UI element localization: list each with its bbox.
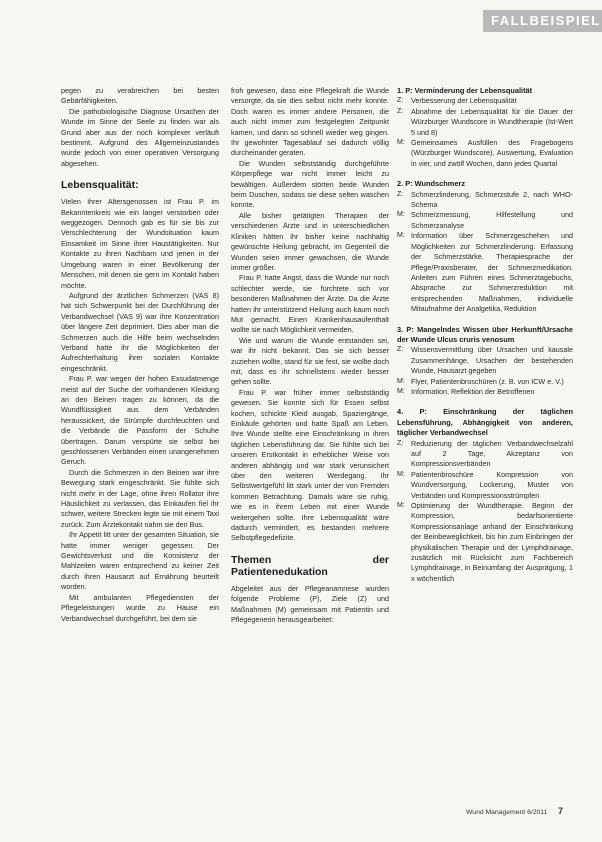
item-text: Information über Schmerzgeschehen und Möglichkeiten zur Schmerzlinderung. Erfassung der Schmerzstärke. Therapiesprache der Pflege/Praxisberater, der Schmerzmedikation. Anleiten zum Führen eines Schmerztagebuchs, Absprache zur Schmerzreduktion mit entsprechenden Maßnahmen, individuelle Mitaufnahme der Analgetika, Reduktion <box>411 231 573 314</box>
list-item <box>397 377 573 387</box>
problem-section-3 <box>397 325 573 398</box>
paragraph: pegen zu verabreichen bei besten Gebärfähigkeiten. <box>61 86 219 106</box>
paragraph: Frau P. hatte Angst, dass die Wunde nur noch schlechter werde, sie fürchtete sich vor besonderen Maßnahmen der Ärzte. Da die Ärzte hatten ihr unterstützend Heilung auch kaum noch Mut gemacht. Einen Krankenhausaufenthalt wollte sie nach Möglichkeit vermeiden. <box>231 273 389 335</box>
item-text: Patientenbroschüre Kompression von Wundversorgung, Lockerung, Muster von Verbänden und Kompressionsstrümpfen <box>411 469 573 500</box>
item-key: Z: <box>397 107 404 115</box>
text-column-1 <box>61 86 219 804</box>
section-header-tab <box>483 10 602 32</box>
item-text: Schmerzmessung, Hilfestellung und Schmerzanalyse <box>411 210 573 230</box>
list-item <box>397 190 573 211</box>
item-key: M: <box>397 502 405 510</box>
paragraph: Abgeleitet aus der Pflegeanamnese wurden folgende Probleme (P), Ziele (Z) und Maßnahmen (M) gemeinsam mit Patientin und Pflegegenerin herausgearbeitet: <box>231 583 389 625</box>
item-key: Z: <box>397 439 404 447</box>
problem-section-4 <box>397 407 573 584</box>
item-text: Flyer, Patientenbroschüren (z. B. von ICW e. V.) <box>411 376 564 386</box>
item-key: M: <box>397 139 405 147</box>
page-number: 7 <box>558 806 564 816</box>
list-item <box>397 439 573 470</box>
text-column-3 <box>397 86 573 781</box>
list-item <box>397 501 573 584</box>
item-text: Optimierung der Wundtherapie. Beginn der Kompression, bedarfsorientierte Kompressionsanlage anhand der Einschränkung der Beinbeweglichkeit, bis hin zum Einbringen der physikalischen Therapie und der Lymphdrainage, zusätzlich mit Rücksicht zum Fachbereich Lymphdrainage, in Beinumfang der Ausprägung, 1 x wöchentlich <box>411 501 573 583</box>
paragraph: froh gewesen, dass eine Pflegekraft die Wunde versorgte, da sie dies selbst nicht mehr konnte. Doch waren es immer andere Personen, die auch nicht immer zum festgelegten Zeitpunkt kamen, und dann so schnell wieder weg gingen. Ihr gewohnter Tagesablauf sei dadurch völlig durcheinander geraten. <box>231 86 389 158</box>
item-text: Wissensvermittlung über Ursachen und kausale Zusammenhänge, Ursachen der bestehenden Wunde, Hausarzt gegeben <box>411 345 573 376</box>
list-item <box>397 96 573 106</box>
item-key: M: <box>397 377 405 385</box>
list-item <box>397 138 573 169</box>
item-key: M: <box>397 470 405 478</box>
list-item <box>397 231 573 314</box>
paragraph: Aufgrund der ärztlichen Schmerzen (VAS 8) hat sich Schwerpunkt bei der Durchführung der Verbandwechsel (VAS 9) war ihre Konzentration über längere Zeit deprimiert. Dies aber man die Schmerzen auch die Hilfe beim wechselnden Verband hatte ihr die Möglichkeiten der Aufrechterhaltung ihrer sozialen Kontakte eingeschränkt. <box>61 290 219 373</box>
item-text: Verbesserung der Lebensqualität <box>411 96 517 106</box>
list-item <box>397 107 573 138</box>
item-text: Gemeinsames Ausfüllen des Fragebogens (Würzburger Wundscore), Auswertung, Evaluation in vier, und zwölf Wochen, dann jedes Quartal <box>411 138 573 168</box>
paragraph: Alle bisher getätigten Therapien der verschiedenen Ärzte und in unterschiedlichen Kliniken hätten ihr bisher keine nachhaltig gewünschte Heilung gebracht, im Gegenteil die Wunden seien immer gewachsen, die Wunde immer größer. <box>231 210 389 272</box>
item-key: Z: <box>397 346 404 354</box>
item-text: Information, Reflektion der Betroffenen <box>411 386 535 396</box>
problem-section-1 <box>397 86 573 169</box>
item-key: Z: <box>397 190 404 198</box>
item-key: M: <box>397 387 405 395</box>
list-item <box>397 210 573 231</box>
paragraph: Mit ambulanten Pflegediensten der Pflegeleistungen wurde zu Hause ein Verbandwechsel durchgeführt, bei dem sie <box>61 592 219 623</box>
list-item <box>397 345 573 376</box>
item-key: M: <box>397 232 405 240</box>
problem-title: 3. P: Mangelndes Wissen über Herkunft/Ursache der Wunde Ulcus cruris venosum <box>397 324 573 344</box>
problem-title: 1. P: Verminderung der Lebensqualität <box>397 86 533 95</box>
problem-title: 2. P: Wundschmerz <box>397 179 466 189</box>
list-item <box>397 387 573 397</box>
paragraph: Die Wunden selbstständig durchgeführte Körperpflege war nicht immer leicht zu bewältigen. Außerdem störten beide Wunden beim Duschen, sodass sie diese selten waschen konnte. <box>231 158 389 210</box>
item-key: Z: <box>397 97 404 105</box>
paragraph: Wie und warum die Wunde entstanden sei, war ihr nicht bekannt. Das sie sich besser zuziehen wollte, stand für sie fest, sie wollte doch mit, dass es ihr schnellstens wieder besser gehen sollte. <box>231 335 389 387</box>
text-column-2 <box>231 86 389 804</box>
section-heading-quality-of-life: Lebensqualität: <box>61 179 139 192</box>
problem-section-2 <box>397 179 573 314</box>
item-text: Schmerzlinderung, Schmerzstufe 2, nach WHO-Schema <box>411 189 573 210</box>
paragraph: Vielen ihrer Altersgenossen ist Frau P. im Bekanntenkreis wie ein langer verstorben oder weggezogen. Dennoch gab es für sie bis zur Verschlechterung der Wundsituation kaum Einsamkeit im Sinne ihrer Haustätigkeiten. Nur Kontakte zu ihren Nachbarn und jenen in der Umgebung waren in einer Bevölkerung der Menschen, mit denen sie gern im Kontakt haben möchte. <box>61 197 219 290</box>
list-item <box>397 470 573 501</box>
paragraph: Frau P. war wegen der hohen Exsudatmenge meist auf der Suche der vorhandenen Kleidung an den Beinen tragen zu können, da die Wundflüssigkeit aus dem Verbänden heraussickert, die Strümpfe durchfeuchten und die Verbände die Passform der Schuhe übertragen. Darum verspürte sie selbst bei geschlossenen Verbänden einen unangenehmen Geruch. <box>61 374 219 467</box>
journal-name: Wund Management 6/2011 <box>466 809 548 816</box>
problem-title: 4. P: Einschränkung der täglichen Lebensführung, Abhängigkeit von anderen, täglicher Verbandwechsel <box>397 407 573 438</box>
section-label: FALLBEISPIEL <box>491 13 601 28</box>
section-heading-patient-education: Themen der Patientenedukation <box>231 553 389 578</box>
item-key: M: <box>397 211 405 219</box>
paragraph: Frau P. war früher immer selbstständig gewesen. Sie konnte sich für Essen selbst kochen, schickte Kleid ausgab, Spaziergänge, Einkäufe gehörten und hatte Spaß am Leben. Ihre Wunde stellte eine Einschränkung in ihren täglichen Lebensführung dar. Sie fühlte sich bei unseren Erstkontakt in erheblicher Weise von anderen abhängig und war stark verunsichert über den weiteren Werdegang. Ihr Selbstwertgefühl litt stark unter der von Fremden kommen Betrachtung. Damals wäre sie ruhig, wie es in ihrem Leben mit einer Wunde weitergehen sollte. Ihre Lebensqualität wäre dadurch vermindert, es bestanden mehrere Selbstpflegedefizite. <box>231 387 389 543</box>
item-text: Reduzierung der täglichen Verbandwechselzahl auf 2 Tage, Akzeptanz von Kompressionsverbänden <box>411 438 573 469</box>
paragraph: Ihr Appetit litt unter der gesamten Situation, sie hatte immer weniger gegessen. Der Gewichtsverlust und die Konsistenz der Mahlzeiten waren entsprechend zu keiner Zeit durch ihren Hausarzt auf Ernährung beurteilt worden. <box>61 530 219 592</box>
item-text: Abnahme der Lebensqualität für die Dauer der Würzburger Wundscore in Wundtherapie (Ist-Wert 5 und 8) <box>411 106 573 137</box>
paragraph: Durch die Schmerzen in den Beinen war ihre Bewegung stark eingeschränkt. Sie fühlte sich nicht mehr in der Lage, ohne ihren Rollator ihre Häuslichkeit zu verlassen, das Einkaufen fiel ihr schwer, weitere Strecken legte sie mit einem Taxi zurück. Zum Ärztekontakt nahm sie den Bus. <box>61 467 219 529</box>
paragraph: Die pathobiologische Diagnose Ursachen der Wunde im Sinne der Seele zu finden war als Grund aber aus der noch komplexer verläuft bestimmt, Aufgrund des Allgemeinzustandes wurde jedoch von einer operativen Versorgung abgesehen. <box>61 106 219 168</box>
